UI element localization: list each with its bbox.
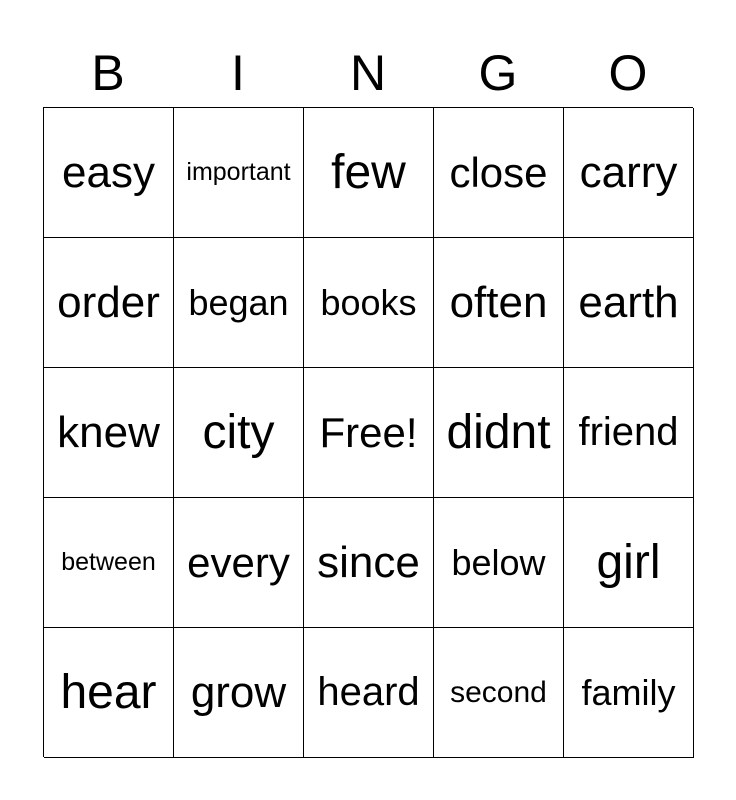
header-letter-n: N bbox=[349, 45, 387, 101]
bingo-cell[interactable]: between bbox=[44, 498, 174, 628]
bingo-cell[interactable]: hear bbox=[44, 628, 174, 758]
bingo-cell[interactable]: grow bbox=[174, 628, 304, 758]
bingo-cell[interactable]: books bbox=[304, 238, 434, 368]
bingo-cell[interactable]: earth bbox=[564, 238, 694, 368]
bingo-cell[interactable]: heard bbox=[304, 628, 434, 758]
header-letter-o: O bbox=[608, 45, 648, 101]
bingo-cell[interactable]: didnt bbox=[434, 368, 564, 498]
bingo-cell[interactable]: family bbox=[564, 628, 694, 758]
bingo-cell[interactable]: few bbox=[304, 108, 434, 238]
bingo-cell[interactable]: girl bbox=[564, 498, 694, 628]
header-letter-i: I bbox=[231, 45, 245, 101]
bingo-cell[interactable]: since bbox=[304, 498, 434, 628]
bingo-cell[interactable]: close bbox=[434, 108, 564, 238]
bingo-cell[interactable]: city bbox=[174, 368, 304, 498]
bingo-card bbox=[43, 107, 693, 757]
bingo-cell[interactable]: every bbox=[174, 498, 304, 628]
bingo-header bbox=[43, 42, 693, 104]
bingo-cell[interactable]: knew bbox=[44, 368, 174, 498]
bingo-cell[interactable]: began bbox=[174, 238, 304, 368]
bingo-cell[interactable]: easy bbox=[44, 108, 174, 238]
bingo-cell[interactable]: order bbox=[44, 238, 174, 368]
bingo-cell[interactable]: carry bbox=[564, 108, 694, 238]
bingo-cell[interactable]: friend bbox=[564, 368, 694, 498]
free-space-cell[interactable]: Free! bbox=[304, 368, 434, 498]
bingo-cell[interactable]: second bbox=[434, 628, 564, 758]
header-letter-b: B bbox=[91, 45, 125, 101]
header-letter-g: G bbox=[478, 45, 518, 101]
bingo-cell[interactable]: often bbox=[434, 238, 564, 368]
bingo-cell[interactable]: important bbox=[174, 108, 304, 238]
bingo-cell[interactable]: below bbox=[434, 498, 564, 628]
